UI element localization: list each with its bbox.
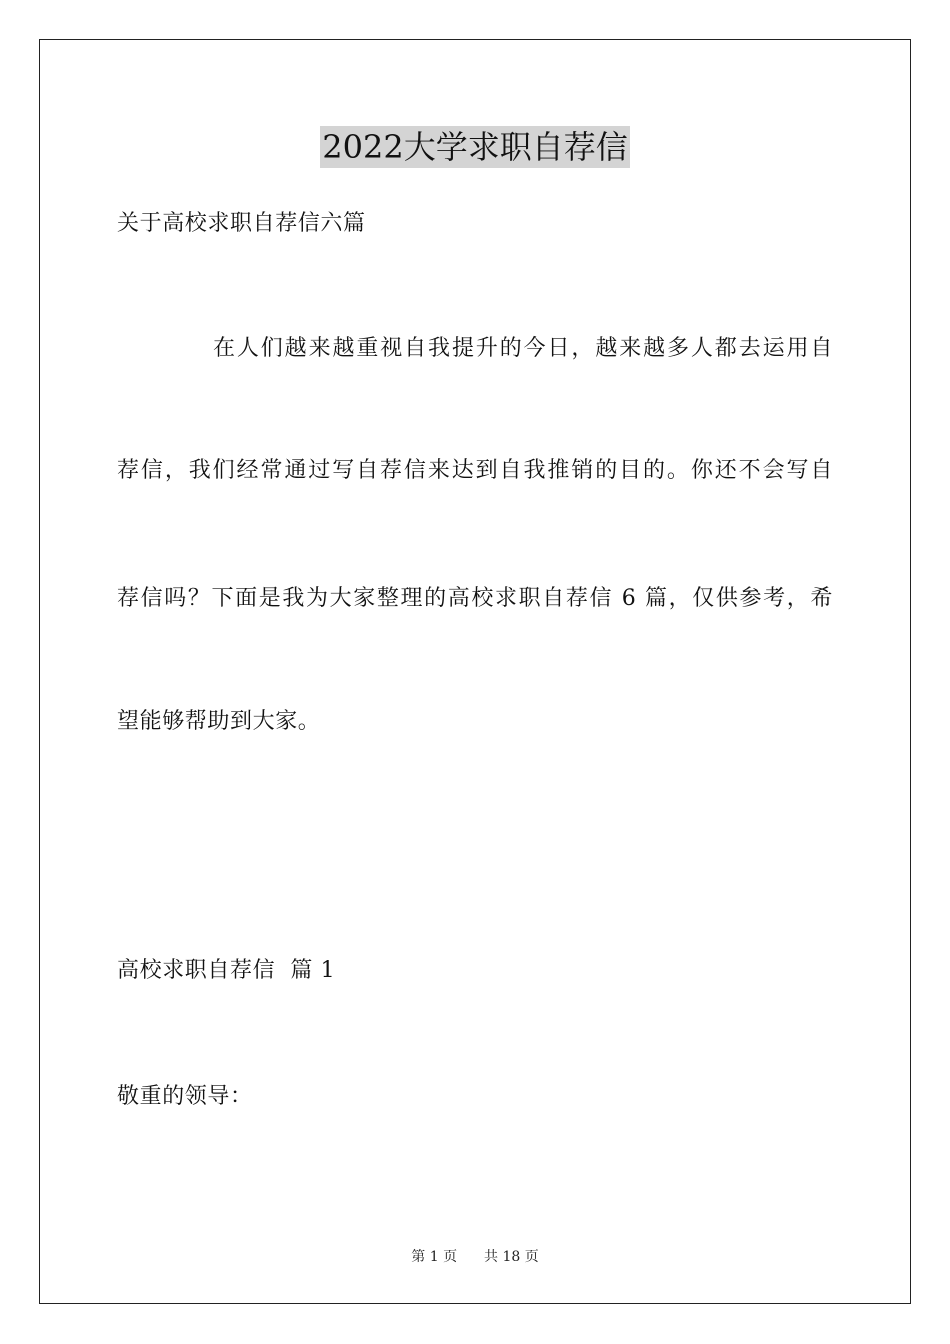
intro-line-1: 在人们越来越重视自我提升的今日，越来越多人都去运用自 xyxy=(213,336,833,361)
page-total: 共 18 页 xyxy=(484,1249,539,1265)
salutation: 敬重的领导： xyxy=(117,1084,253,1109)
page-footer xyxy=(0,1247,950,1267)
document-title: 2022大学求职自荐信 xyxy=(322,128,628,166)
intro-line-2: 荐信，我们经常通过写自荐信来达到自我推销的目的。你还不会写自 xyxy=(117,458,833,483)
intro-line-3: 荐信吗？下面是我为大家整理的高校求职自荐信 6 篇，仅供参考，希 xyxy=(117,586,833,611)
intro-line-4: 望能够帮助到大家。 xyxy=(117,709,321,734)
document-subtitle: 关于高校求职自荐信六篇 xyxy=(117,211,366,236)
section-heading: 高校求职自荐信 篇 1 xyxy=(117,958,336,983)
title-container xyxy=(0,126,950,168)
page-number: 第 1 页 xyxy=(411,1249,458,1265)
